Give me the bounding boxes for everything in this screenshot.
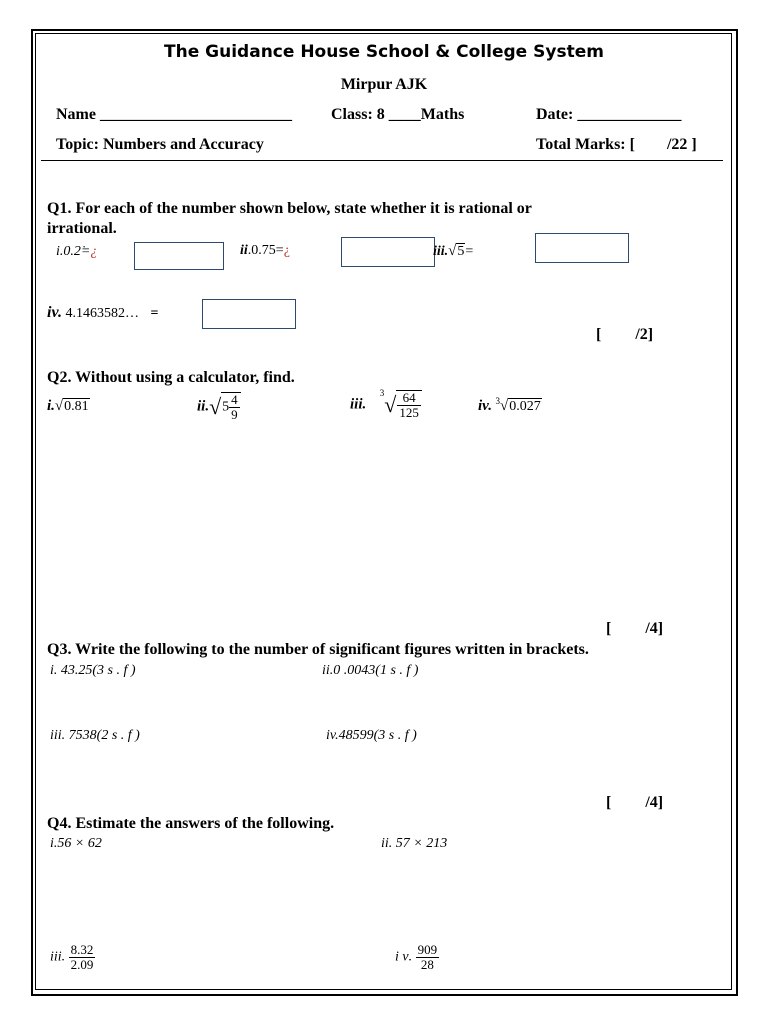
q4-part-iv: i v. $\frac{909}{28}$	[395, 942, 438, 972]
q4-part-ii: ii. 57 × 213	[381, 836, 448, 851]
school-title: The Guidance House School & College System	[164, 42, 604, 62]
date-label: Date:	[536, 106, 574, 123]
q1-answer-box-iii[interactable]	[535, 233, 629, 263]
topic-label: Topic: Numbers and Accuracy	[56, 136, 264, 153]
q3-title: Q3. Write the following to the number of significant figures written in brackets.	[47, 641, 589, 658]
q3-part-i: i. 43.25(3 s . f )	[50, 663, 136, 678]
total-marks-value: /22	[666, 136, 688, 153]
q1-part-iv: iv. 4.1463582… =	[47, 304, 159, 321]
q1-part-iii: iii.√5=	[433, 243, 474, 259]
total-marks-close: ]	[691, 136, 697, 153]
name-field	[56, 106, 292, 124]
q1-part-i: i.0.2̇=¿	[56, 244, 98, 259]
total-marks-label: Total Marks: [	[536, 136, 635, 153]
q4-part-iii: iii. $\frac{8.32}{2.09}$	[50, 942, 94, 972]
q4-part-i: i.56 × 62	[50, 836, 102, 851]
date-field	[536, 106, 681, 124]
q1-title: Q1. For each of the number shown below, state whether it is rational or	[47, 200, 532, 217]
header-divider	[41, 160, 723, 161]
q1-marks: [ /2]	[596, 326, 654, 343]
q2-part-iv: iv. $^3$√0.027	[478, 396, 541, 414]
total-marks	[536, 136, 697, 154]
q3-marks: [ /4]	[606, 794, 664, 811]
q1-answer-box-i[interactable]	[134, 242, 224, 270]
q2-title: Q2. Without using a calculator, find.	[47, 369, 295, 386]
q2-marks: [ /4]	[606, 620, 664, 637]
q4-title: Q4. Estimate the answers of the following.	[47, 815, 335, 832]
q1-answer-box-iv[interactable]	[202, 299, 296, 329]
class-blank[interactable]: ____	[388, 106, 421, 123]
q2-part-i: i.√0.81	[47, 398, 89, 414]
name-label: Name	[56, 106, 96, 123]
q2-part-iii: iii. $^3$√ $\frac{64}{125}$	[350, 390, 422, 420]
q3-part-ii: ii.0 .0043(1 s . f )	[322, 663, 419, 678]
q1-part-ii: ii.0.75=¿	[240, 243, 290, 258]
subject-label: Maths	[420, 106, 465, 123]
q2-part-ii: ii.√5 $\frac{4}{9}$	[197, 392, 241, 422]
campus-name: Mirpur AJK	[340, 76, 428, 93]
class-label: Class: 8	[331, 106, 385, 123]
q1-title-cont: irrational.	[47, 220, 117, 237]
q3-part-iv: iv.48599(3 s . f )	[326, 728, 417, 743]
q1-answer-box-ii[interactable]	[341, 237, 435, 267]
q3-part-iii: iii. 7538(2 s . f )	[50, 728, 140, 743]
name-blank[interactable]: ________________________	[99, 106, 292, 123]
class-field	[331, 106, 464, 124]
date-blank[interactable]: _____________	[577, 106, 682, 123]
